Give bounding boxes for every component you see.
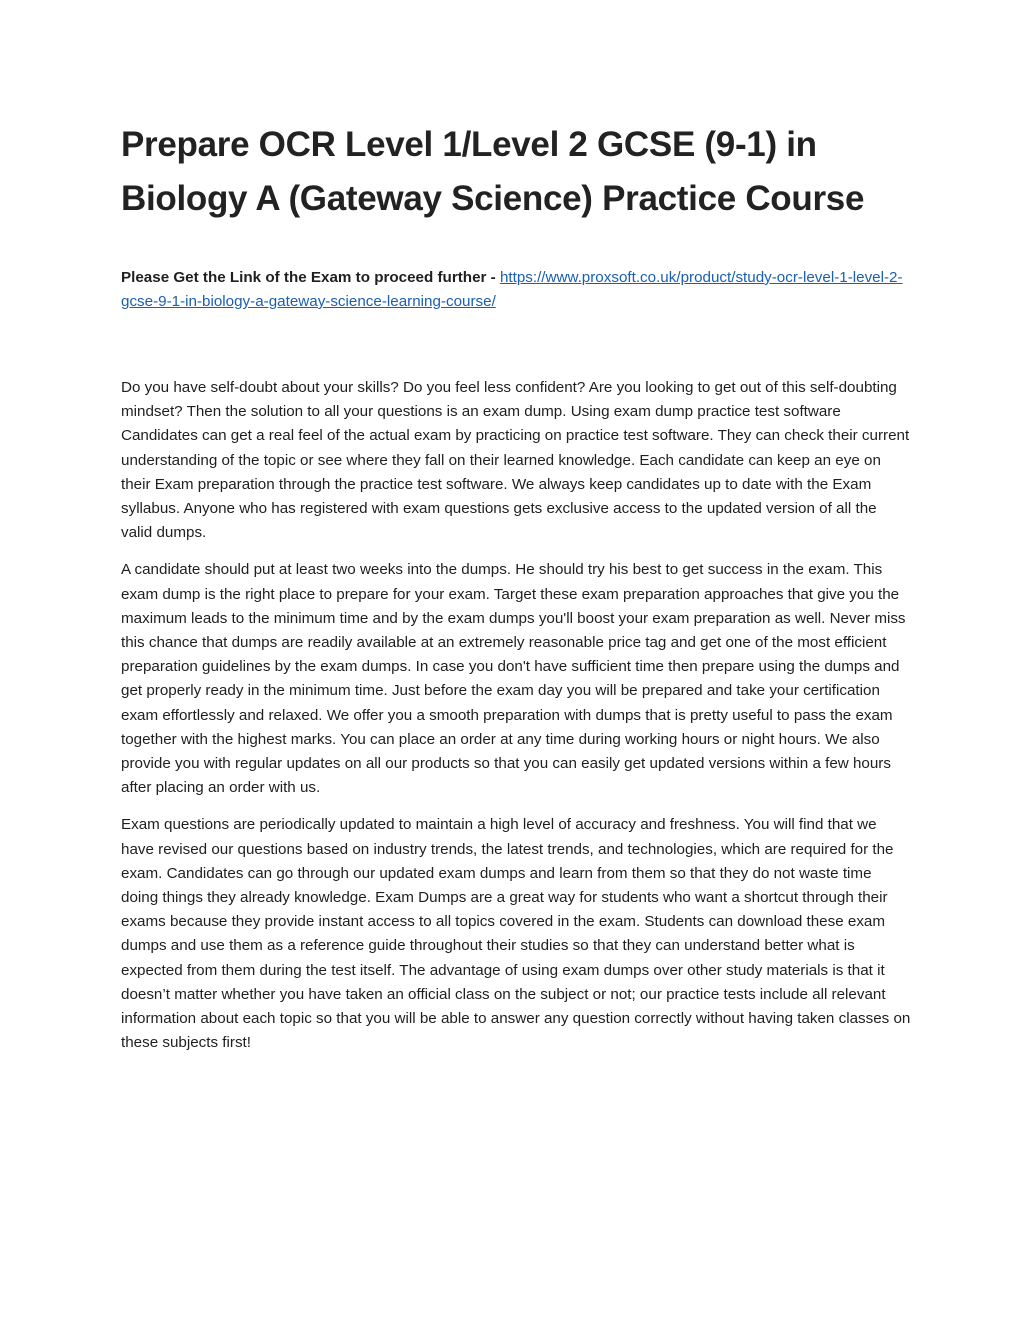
body-paragraph-1: Do you have self-doubt about your skills? Do you feel less confident? Are you looking to get out of this self-doubting mindset? Then the solution to all your questions is an exam dump. Using exam dump practice test software Candidates can get a real feel of the actual exam by practicing on practice test software. They can check their current understanding of the topic or see where they fall on their learned knowledge. Each candidate can keep an eye on their Exam preparation through the practice test software. We always keep candidates up to date with the Exam syllabus. Anyone who has registered with exam questions gets exclusive access to the updated version of all the valid dumps. bbox=[121, 379, 910, 542]
body-paragraph-3: Exam questions are periodically updated to maintain a high level of accuracy and freshness. You will find that we have revised our questions based on industry trends, the latest trends, and technologies, which are required for the exam. Candidates can go through our updated exam dumps and learn from them so that they do not waste time doing things they already knowledge. Exam Dumps are a great way for students who want a shortcut through their exams because they provide instant access to all topics covered in the exam. Students can download these exam dumps and use them as a reference guide throughout their studies so that they can understand better what is expected from them during the test itself. The advantage of using exam dumps over other study materials is that it doesn’t matter whether you have taken an official class on the subject or not; our practice tests include all relevant information about each topic so that you will be able to answer any question correctly without having taken classes on these subjects first! bbox=[121, 816, 911, 1052]
exam-link-line bbox=[121, 266, 911, 314]
link-intro-text: Please Get the Link of the Exam to proceed further - bbox=[121, 269, 500, 286]
exam-link[interactable]: https://www.proxsoft.co.uk/product/study-ocr-level-1-level-2-gcse-9-1-in-biology-a-gateway-science-learning-course/ bbox=[121, 269, 903, 310]
document-title: Prepare OCR Level 1/Level 2 GCSE (9-1) in Biology A (Gateway Science) Practice Course bbox=[121, 125, 865, 218]
body-paragraph-2: A candidate should put at least two weeks into the dumps. He should try his best to get success in the exam. This exam dump is the right place to prepare for your exam. Target these exam preparation approaches that give you the maximum leads to the minimum time and by the exam dumps you'll boost your exam preparation as well. Never miss this chance that dumps are readily available at an extremely reasonable price tag and get one of the most efficient preparation guidelines by the exam dumps. In case you don't have sufficient time then prepare using the dumps and get properly ready in the minimum time. Just before the exam day you will be prepared and take your certification exam effortlessly and relaxed. We offer you a smooth preparation with dumps that is pretty useful to pass the exam together with the highest marks. You can place an order at any time during working hours or night hours. We also provide you with regular updates on all our products so that you can easily get updated versions within a few hours after placing an order with us. bbox=[121, 561, 906, 797]
document-content bbox=[121, 118, 911, 1055]
